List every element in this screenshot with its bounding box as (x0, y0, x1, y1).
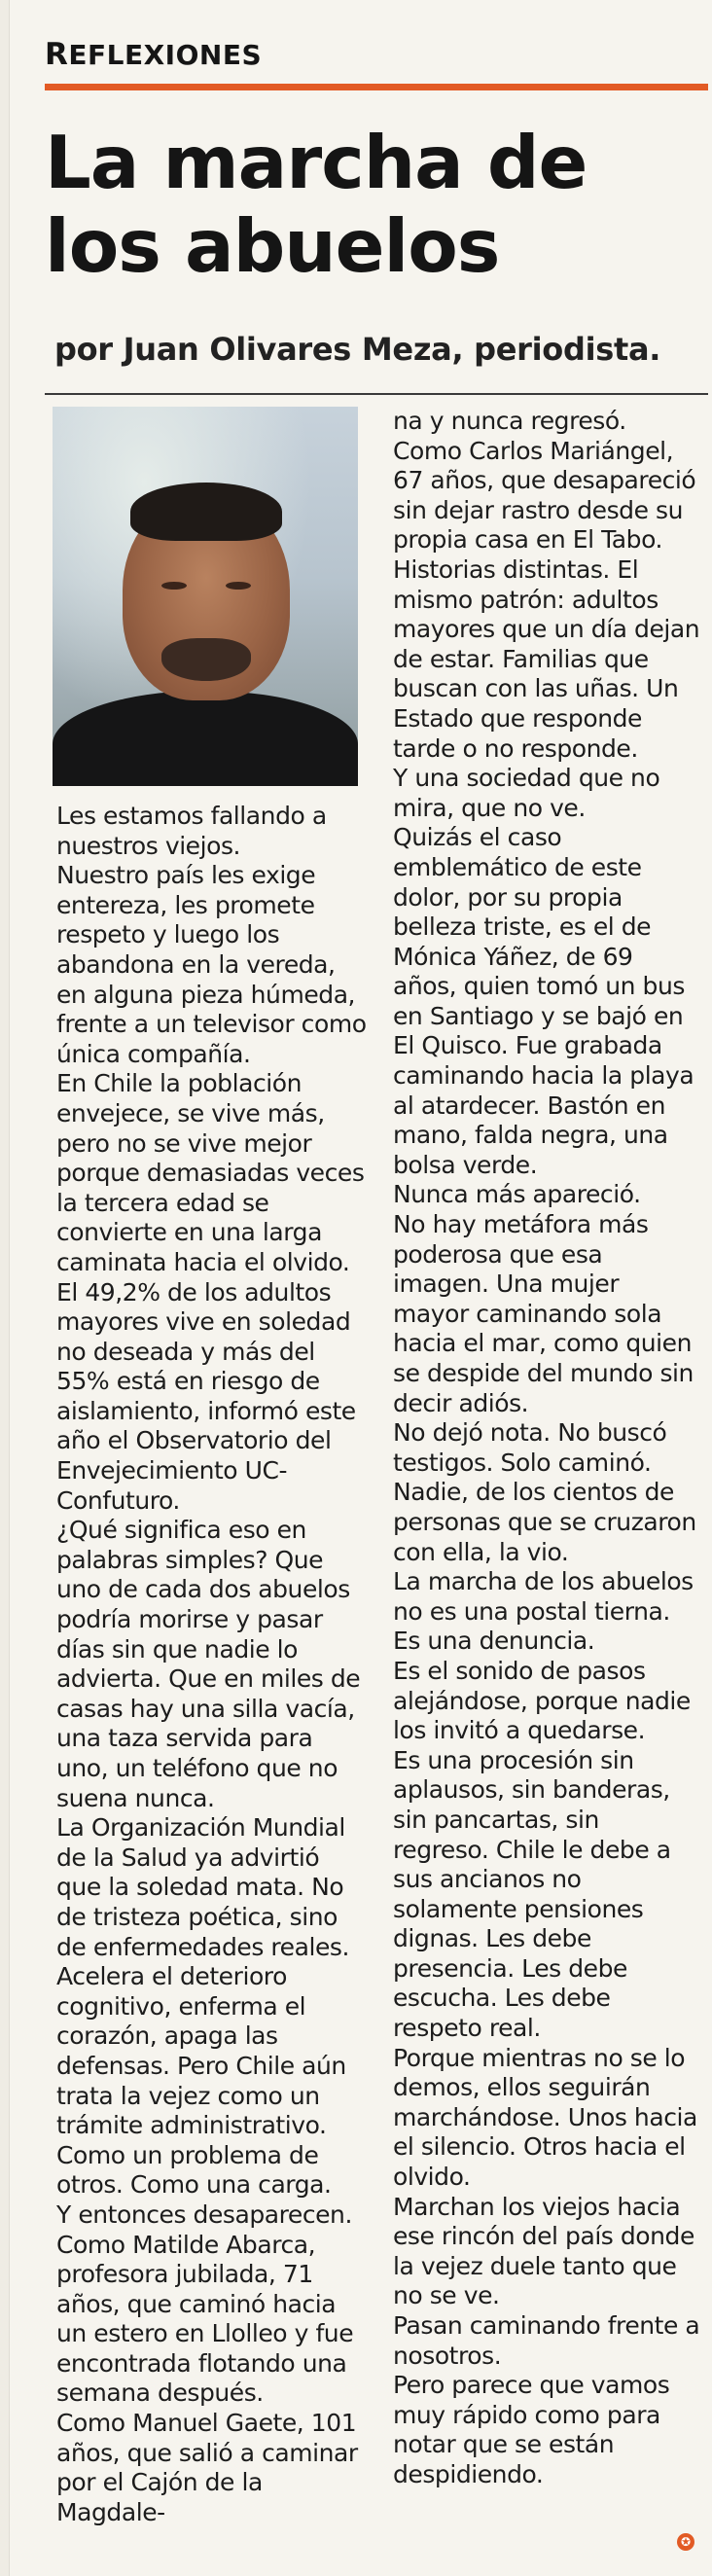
paragraph: No hay metáfora más poderosa que esa imagen. Una mujer mayor caminando sola hacia el mar, como quien se despide del mundo sin decir adiós. (393, 1210, 694, 1417)
paragraph: Es el sonido de pasos alejándose, porque nadie los invitó a quedarse. (393, 1656, 691, 1745)
end-of-article-icon: ✪ (677, 2533, 694, 2551)
paragraph: Y una sociedad que no mira, que no ve. (393, 764, 660, 822)
paragraph: Como Carlos Mariángel, 67 años, que desapareció sin dejar rastro desde su propia casa en El Tabo. (393, 436, 696, 555)
paragraph: Quizás el caso emblemático de este dolor, por su propia belleza triste, es el de Mónica Yáñez, de 69 años, quien tomó un bus en Santiago y se bajó en El Quisco. Fue grabada caminando hacia la playa al atardecer. Bastón en mano, falda negra, una bolsa verde. (393, 823, 694, 1179)
section-label: REFLEXIONES (45, 37, 263, 72)
paragraph: Como Manuel Gaete, 101 años, que salió a caminar por el Cajón de la Magdale- (56, 2409, 358, 2526)
photo-eye-left (161, 582, 187, 590)
page-edge (0, 0, 10, 2576)
paragraph: Marchan los viejos hacia ese rincón del país donde la vejez duele tanto que no se ve. (393, 2192, 694, 2310)
paragraph: Nuestro país les exige entereza, les promete respeto y luego los abandona en la vereda, en alguna pieza húmeda, frente a un televisor como única compañía. (56, 861, 367, 1068)
paragraph: La marcha de los abuelos no es una postal tierna. Es una denuncia. (393, 1567, 694, 1656)
section-rule (45, 84, 708, 90)
body-column-left (56, 802, 368, 2527)
body-column-right (393, 407, 700, 2490)
paragraph: En Chile la población envejece, se vive más, pero no se vive mejor porque demasiadas veces la tercera edad se convierte en una larga caminata hacia el olvido. El 49,2% de los adultos mayores vive en soledad no deseada y más del 55% está en riesgo de aislamiento, informó este año el Observatorio del Envejecimiento UC-Confuturo. (56, 1069, 365, 1515)
photo-eye-right (226, 582, 251, 590)
author-photo (53, 407, 358, 786)
byline: por Juan Olivares Meza, periodista. (54, 331, 661, 368)
paragraph: Pero parece que vamos muy rápido como para notar que se están despidiendo. (393, 2371, 670, 2488)
paragraph: Historias distintas. El mismo patrón: adultos mayores que un día dejan de estar. Familias que buscan con las uñas. Un Estado que responde tarde o no responde. (393, 555, 700, 763)
paragraph: Y entonces desaparecen. (56, 2200, 352, 2229)
paragraph: Como Matilde Abarca, profesora jubilada, 71 años, que caminó hacia un estero en Llolleo y fue encontrada flotando una semana después. (56, 2230, 354, 2408)
photo-hair (130, 483, 282, 541)
paragraph: No dejó nota. No buscó testigos. Solo caminó. Nadie, de los cientos de personas que se cruzaron con ella, la vio. (393, 1418, 696, 1566)
paragraph: La Organización Mundial de la Salud ya advirtió que la soledad mata. No de tristeza poética, sino de enfermedades reales. Acelera el deterioro cognitivo, enferma el corazón, apaga las defensas. Pero Chile aún trata la vejez como un trámite administrativo. Como un problema de otros. Como una carga. (56, 1813, 349, 2200)
paragraph: Les estamos fallando a nuestros viejos. (56, 802, 327, 860)
byline-rule (45, 393, 708, 395)
photo-beard (161, 638, 251, 681)
paragraph: Pasan caminando frente a nosotros. (393, 2311, 700, 2370)
paragraph: Porque mientras no se lo demos, ellos seguirán marchándose. Unos hacia el silencio. Otros hacia el olvido. (393, 2043, 697, 2192)
headline: La marcha de los abuelos (45, 120, 587, 289)
paragraph: ¿Qué significa eso en palabras simples? Que uno de cada dos abuelos podría morirse y pasar días sin que nadie lo advierta. Que en miles de casas hay una silla vacía, una taza servida para uno, un teléfono que no suena nunca. (56, 1516, 361, 1812)
paragraph: na y nunca regresó. (393, 407, 626, 435)
paragraph: Nunca más apareció. (393, 1180, 641, 1209)
paragraph: Es una procesión sin aplausos, sin banderas, sin pancartas, sin regreso. Chile le debe a sus ancianos no solamente pensiones dignas. Les debe presencia. Les debe escucha. Les debe respeto real. (393, 1745, 671, 2043)
